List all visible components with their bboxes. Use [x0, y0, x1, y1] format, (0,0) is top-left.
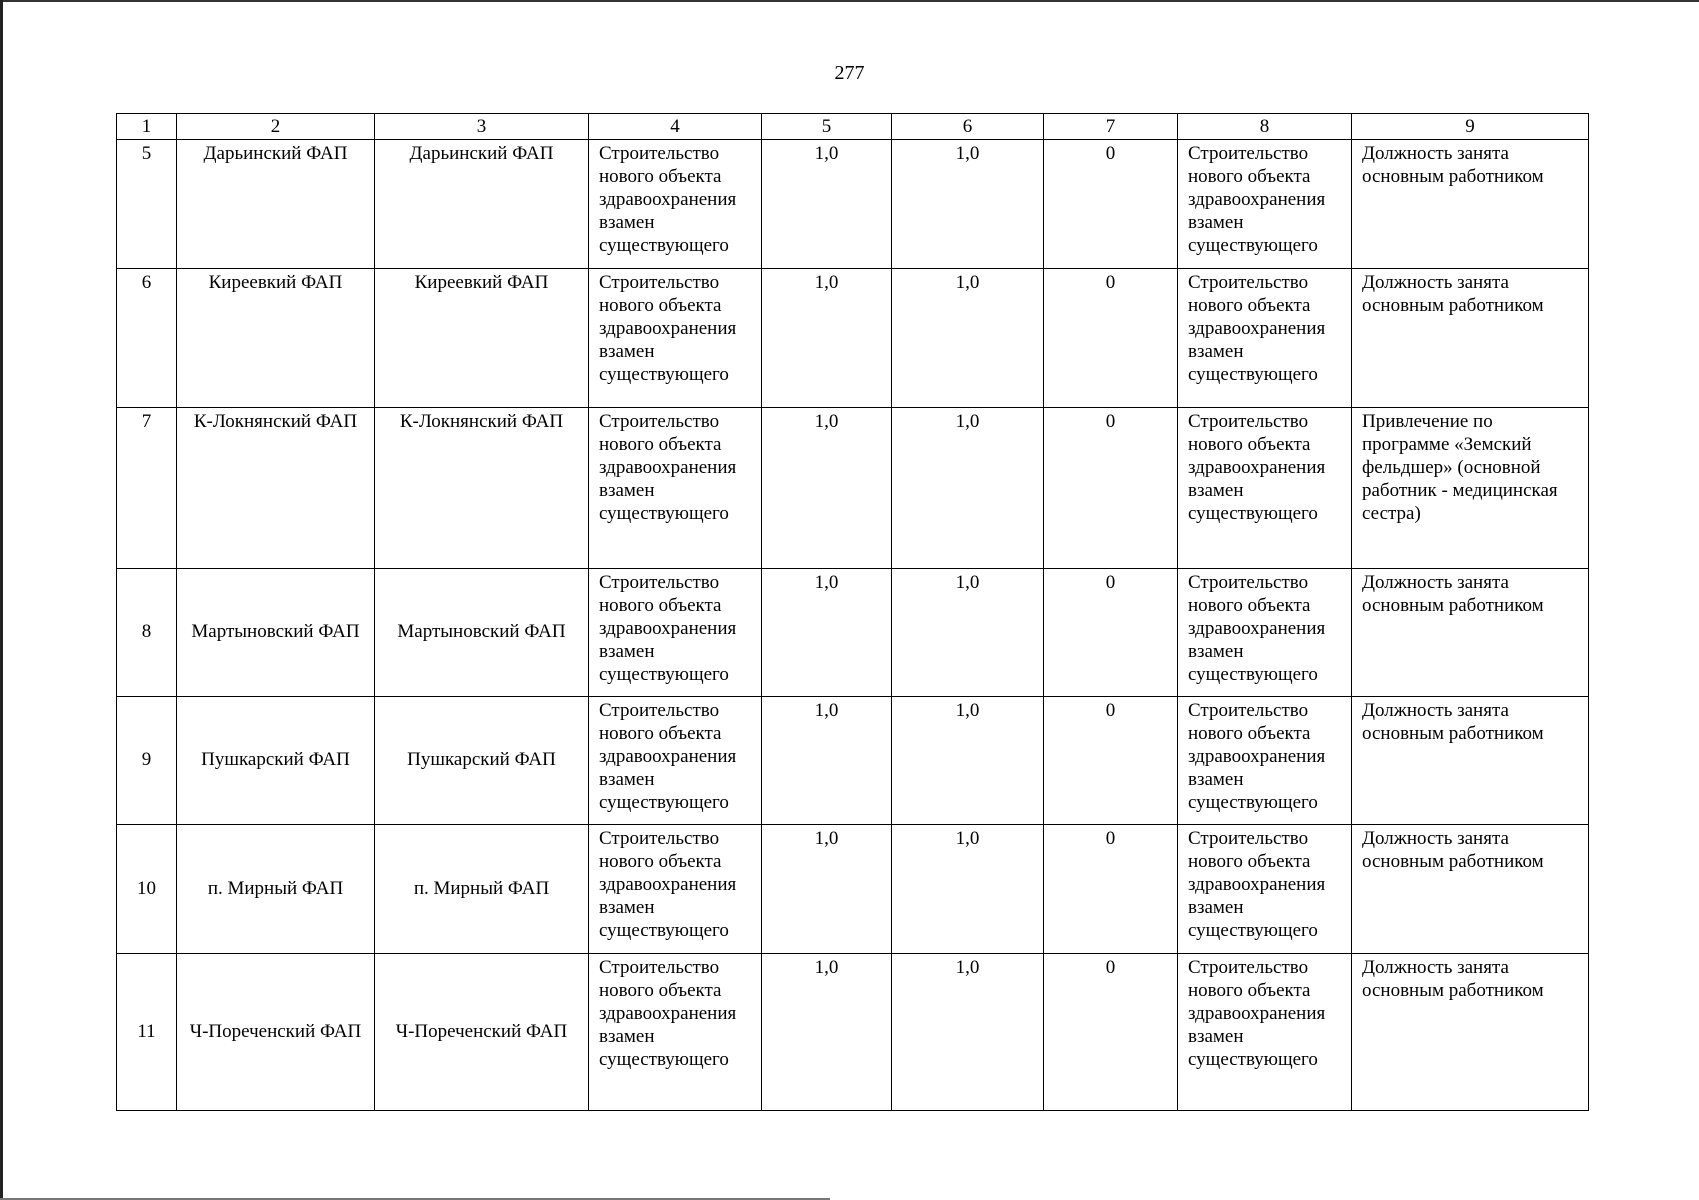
value-cell: 0 [1044, 140, 1178, 269]
column-header: 4 [589, 114, 762, 140]
table-row [117, 269, 1589, 408]
column-header: 8 [1178, 114, 1352, 140]
scan-edge-left [0, 0, 3, 1200]
facility-name-alt: Киреевкий ФАП [375, 269, 589, 408]
page-number: 277 [834, 62, 865, 84]
facility-name: К-Локнянский ФАП [177, 408, 375, 569]
column-header: 3 [375, 114, 589, 140]
row-number: 6 [117, 269, 177, 408]
row-number: 11 [117, 954, 177, 1111]
note-cell: Должность занята основным работником [1352, 825, 1589, 954]
value-cell: 1,0 [762, 408, 892, 569]
value-cell: 1,0 [892, 697, 1044, 825]
value-cell: 0 [1044, 269, 1178, 408]
facility-name: Киреевкий ФАП [177, 269, 375, 408]
action-cell: Строительство нового объекта здравоохранения взамен существующего [1178, 825, 1352, 954]
facility-name: Пушкарский ФАП [177, 697, 375, 825]
facility-name: п. Мирный ФАП [177, 825, 375, 954]
note-cell: Должность занята основным работником [1352, 269, 1589, 408]
scan-edge-top [0, 0, 1699, 2]
row-number: 9 [117, 697, 177, 825]
note-cell: Должность занята основным работником [1352, 140, 1589, 269]
action-cell: Строительство нового объекта здравоохранения взамен существующего [589, 140, 762, 269]
action-cell: Строительство нового объекта здравоохранения взамен существующего [589, 408, 762, 569]
action-cell: Строительство нового объекта здравоохранения взамен существующего [1178, 954, 1352, 1111]
value-cell: 1,0 [762, 697, 892, 825]
table-row [117, 569, 1589, 697]
action-cell: Строительство нового объекта здравоохранения взамен существующего [589, 269, 762, 408]
action-cell: Строительство нового объекта здравоохранения взамен существующего [1178, 269, 1352, 408]
facility-name-alt: Мартыновский ФАП [375, 569, 589, 697]
action-cell: Строительство нового объекта здравоохранения взамен существующего [1178, 140, 1352, 269]
column-header: 6 [892, 114, 1044, 140]
table-row [117, 408, 1589, 569]
facility-name-alt: Ч-Пореченский ФАП [375, 954, 589, 1111]
value-cell: 0 [1044, 697, 1178, 825]
facility-name: Дарьинский ФАП [177, 140, 375, 269]
value-cell: 1,0 [762, 569, 892, 697]
value-cell: 1,0 [892, 408, 1044, 569]
row-number: 8 [117, 569, 177, 697]
value-cell: 1,0 [762, 825, 892, 954]
facility-name: Мартыновский ФАП [177, 569, 375, 697]
note-cell: Должность занята основным работником [1352, 954, 1589, 1111]
note-cell: Должность занята основным работником [1352, 697, 1589, 825]
value-cell: 0 [1044, 408, 1178, 569]
column-header: 1 [117, 114, 177, 140]
value-cell: 1,0 [762, 269, 892, 408]
value-cell: 1,0 [762, 140, 892, 269]
facility-name-alt: Пушкарский ФАП [375, 697, 589, 825]
value-cell: 1,0 [892, 825, 1044, 954]
facilities-table [116, 113, 1589, 1111]
action-cell: Строительство нового объекта здравоохранения взамен существующего [589, 569, 762, 697]
column-header: 5 [762, 114, 892, 140]
table-row [117, 140, 1589, 269]
table-row [117, 825, 1589, 954]
row-number: 5 [117, 140, 177, 269]
value-cell: 0 [1044, 569, 1178, 697]
table-row [117, 697, 1589, 825]
column-header: 2 [177, 114, 375, 140]
note-cell: Должность занята основным работником [1352, 569, 1589, 697]
table-row [117, 954, 1589, 1111]
value-cell: 1,0 [892, 269, 1044, 408]
value-cell: 0 [1044, 954, 1178, 1111]
row-number: 7 [117, 408, 177, 569]
action-cell: Строительство нового объекта здравоохранения взамен существующего [1178, 569, 1352, 697]
facility-name-alt: п. Мирный ФАП [375, 825, 589, 954]
value-cell: 0 [1044, 825, 1178, 954]
value-cell: 1,0 [892, 140, 1044, 269]
value-cell: 1,0 [892, 569, 1044, 697]
value-cell: 1,0 [762, 954, 892, 1111]
header-row [117, 114, 1589, 140]
column-header: 9 [1352, 114, 1589, 140]
action-cell: Строительство нового объекта здравоохранения взамен существующего [589, 954, 762, 1111]
row-number: 10 [117, 825, 177, 954]
column-header: 7 [1044, 114, 1178, 140]
note-cell: Привлечение по программе «Земский фельдшер» (основной работник - медицинская сестра) [1352, 408, 1589, 569]
action-cell: Строительство нового объекта здравоохранения взамен существующего [1178, 408, 1352, 569]
facility-name: Ч-Пореченский ФАП [177, 954, 375, 1111]
facility-name-alt: К-Локнянский ФАП [375, 408, 589, 569]
action-cell: Строительство нового объекта здравоохранения взамен существующего [589, 697, 762, 825]
action-cell: Строительство нового объекта здравоохранения взамен существующего [589, 825, 762, 954]
value-cell: 1,0 [892, 954, 1044, 1111]
facility-name-alt: Дарьинский ФАП [375, 140, 589, 269]
action-cell: Строительство нового объекта здравоохранения взамен существующего [1178, 697, 1352, 825]
